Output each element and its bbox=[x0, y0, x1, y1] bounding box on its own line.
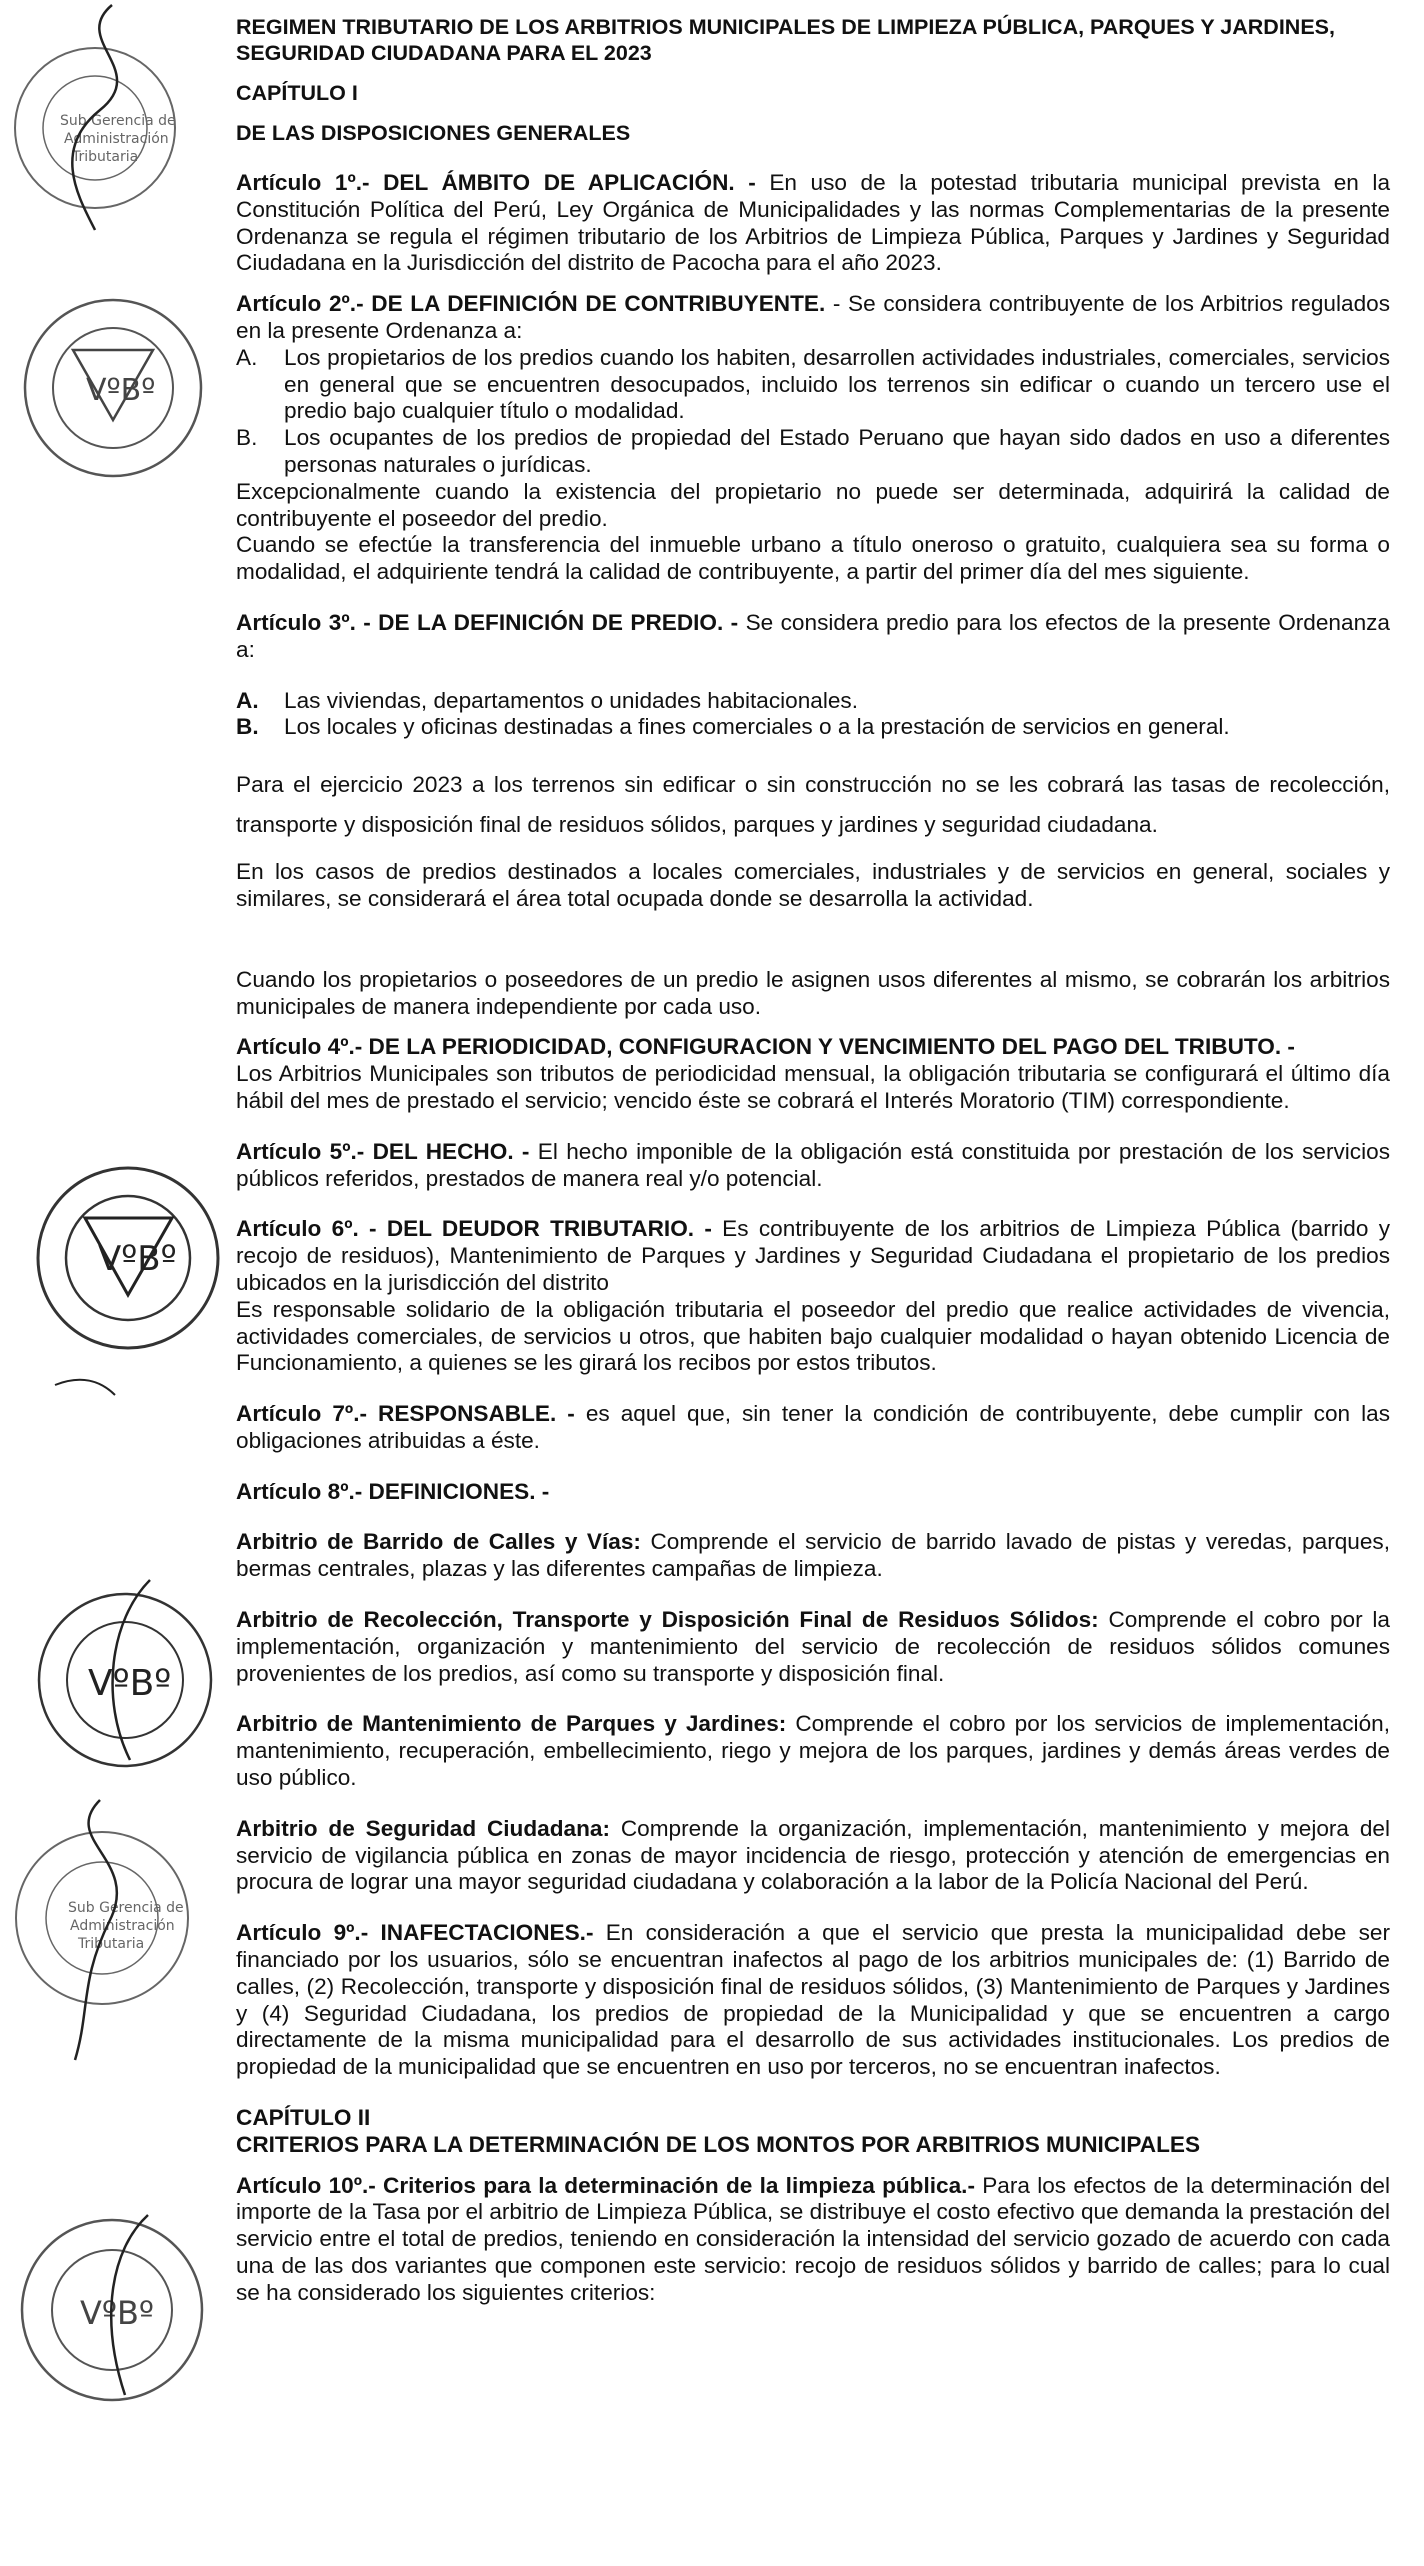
svg-text:Tributaria: Tributaria bbox=[72, 149, 139, 165]
definition-text: Comprende el cobro por la implementación, organización y mantenimiento del servicio de recolección de residuos sólidos comunes provenientes de los predios, así como su transporte y disposición final. bbox=[236, 1607, 1390, 1686]
definition-seguridad bbox=[236, 1816, 1390, 1896]
article-6-text: Es contribuyente de los arbitrios de Limpieza Pública (barrido y recojo de residuos), Mantenimiento de Parques y Jardines y Seguridad Ciudadana el propietario de los predios ubicados en la jurisdicción del distrito bbox=[236, 1216, 1391, 1295]
svg-text:VºBº: VºBº bbox=[80, 2294, 154, 2332]
svg-text:Sub Gerencia de: Sub Gerencia de bbox=[60, 113, 176, 129]
list-letter: B. bbox=[236, 425, 258, 451]
article-1-heading: Artículo 1º.- DEL ÁMBITO DE APLICACIÓN. - bbox=[236, 170, 756, 195]
article-10-text: Para los efectos de la determinación del importe de la Tasa por el arbitrio de Limpieza Pública, se distribuye el costo efectivo que demanda la prestación del servicio entre el total de predios, teniendo en consideración la intensidad del servicio gozado de acuerdo con cada una de las dos variantes que componen este servicio: recojo de residuos sólidos y barrido de calles; para lo cual se ha considerado los siguientes criterios: bbox=[236, 2172, 1390, 2305]
article-7 bbox=[236, 1401, 1390, 1455]
definition-barrido bbox=[236, 1529, 1390, 1583]
article-3-heading: Artículo 3º. - DE LA DEFINICIÓN DE PREDIO. - bbox=[236, 609, 739, 635]
definition-text: Comprende el servicio de barrido lavado de pistas y veredas, parques, bermas centrales, plazas y las diferentes campañas de limpieza. bbox=[236, 1529, 1390, 1582]
article-1 bbox=[236, 170, 1390, 277]
definition-term: Arbitrio de Barrido de Calles y Vías: bbox=[236, 1529, 641, 1555]
document-body bbox=[236, 14, 1390, 2307]
article-5-text: El hecho imponible de la obligación está constituida por prestación de los servicios públicos referidos, prestados de manera real y/o potencial. bbox=[236, 1138, 1390, 1191]
list-letter: B. bbox=[236, 714, 259, 740]
svg-text:VºBº: VºBº bbox=[88, 1663, 172, 1704]
article-3-paragraph-1: Para el ejercicio 2023 a los terrenos sin edificar o sin construcción no se les cobrará las tasas de recolección, transporte y disposición final de residuos sólidos, parques y jardines y seguridad ciudadana. bbox=[236, 772, 1390, 838]
article-10 bbox=[236, 2173, 1390, 2307]
article-5-heading: Artículo 5º.- DEL HECHO. - bbox=[236, 1138, 530, 1164]
stamps-margin bbox=[0, 0, 236, 2566]
stamp-tributaria-2 bbox=[16, 1800, 188, 2060]
definition-term: Arbitrio de Mantenimiento de Parques y Jardines: bbox=[236, 1711, 787, 1737]
article-6-heading: Artículo 6º. - DEL DEUDOR TRIBUTARIO. - bbox=[236, 1216, 712, 1242]
list-letter: A. bbox=[236, 687, 259, 713]
article-2 bbox=[236, 291, 1390, 345]
article-2-heading: Artículo 2º.- DE LA DEFINICIÓN DE CONTRIBUYENTE. bbox=[236, 291, 826, 317]
article-10-heading: Artículo 10º.- Criterios para la determinación de la limpieza pública.- bbox=[236, 2172, 975, 2198]
article-4-text: Los Arbitrios Municipales son tributos de periodicidad mensual, la obligación tributaria se configurará el último día hábil del mes de prestado el servicio; vencido éste se cobrará el Interés Moratorio (TIM) correspondiente. bbox=[236, 1061, 1390, 1113]
chapter1-label: CAPÍTULO I bbox=[236, 81, 358, 105]
article-7-text: es aquel que, sin tener la condición de contribuyente, debe cumplir con las obligaciones atribuidas a éste. bbox=[236, 1401, 1390, 1453]
chapter1-title: DE LAS DISPOSICIONES GENERALES bbox=[236, 121, 631, 145]
article-3-item-a bbox=[236, 688, 1390, 715]
definition-parques bbox=[236, 1711, 1390, 1791]
article-2-paragraph-1: Excepcionalmente cuando la existencia del propietario no puede ser determinada, adquirirá la calidad de contribuyente el poseedor del predio. bbox=[236, 478, 1390, 531]
definition-text: Comprende la organización, implementación, mantenimiento y mejora del servicio de vigilancia pública en zonas de mayor incidencia de riesgo, protección y atención de emergencias en procura de lograr una mayor seguridad ciudadana y colaboración a la labor de la Policía Nacional del Perú. bbox=[236, 1815, 1390, 1895]
stamp-alcaldia bbox=[38, 1168, 218, 1395]
list-text: Las viviendas, departamentos o unidades habitacionales. bbox=[284, 687, 859, 713]
chapter2-label: CAPÍTULO II bbox=[236, 2105, 371, 2131]
article-7-heading: Artículo 7º.- RESPONSABLE. - bbox=[236, 1401, 575, 1427]
definition-term: Arbitrio de Recolección, Transporte y Disposición Final de Residuos Sólidos: bbox=[236, 1607, 1099, 1633]
article-9-heading: Artículo 9º.- INAFECTACIONES.- bbox=[236, 1920, 594, 1946]
chapter2-title: CRITERIOS PARA LA DETERMINACIÓN DE LOS MONTOS POR ARBITRIOS MUNICIPALES bbox=[236, 2131, 1201, 2157]
article-8-heading: Artículo 8º.- DEFINICIONES. - bbox=[236, 1478, 550, 1504]
svg-text:Tributaria: Tributaria bbox=[78, 1936, 145, 1952]
svg-text:VºBº: VºBº bbox=[86, 373, 156, 408]
stamp-tributaria-1 bbox=[15, 5, 176, 230]
list-text: Los propietarios de los predios cuando los habiten, desarrollen actividades industriales, comerciales, servicios en general que se encuentren desocupados, incluido los terrenos sin edificar o cuando un tercero use el predio bajo cualquier título o modalidad. bbox=[284, 344, 1390, 424]
article-3-paragraph-3: Cuando los propietarios o poseedores de un predio le asignen usos diferentes al mismo, se cobrarán los arbitrios municipales de manera independiente por cada uso. bbox=[236, 966, 1390, 1019]
definition-text: Comprende el cobro por los servicios de implementación, mantenimiento, recuperación, embellecimiento, riego y mejora de los parques, jardines y demás áreas verdes de uso público. bbox=[236, 1711, 1390, 1791]
list-letter: A. bbox=[236, 344, 258, 370]
article-2-item-b bbox=[236, 425, 1390, 479]
article-5 bbox=[236, 1139, 1390, 1193]
document-title-line2: SEGURIDAD CIUDADANA PARA EL 2023 bbox=[236, 41, 652, 65]
svg-text:Administración: Administración bbox=[70, 1918, 175, 1934]
stamp-secretaria-1 bbox=[25, 300, 201, 476]
article-6-paragraph-1: Es responsable solidario de la obligación tributaria el poseedor del predio que realice actividades de vivencia, actividades comerciales, de servicios u otros, que habiten bajo cualquier modalidad o hayan obtenido Licencia de Funcionamiento, a quienes se les girará los recibos por estos tributos. bbox=[236, 1296, 1390, 1376]
article-9 bbox=[236, 1920, 1390, 2081]
article-3 bbox=[236, 610, 1390, 664]
article-2-item-a bbox=[236, 345, 1390, 425]
list-text: Los ocupantes de los predios de propiedad del Estado Peruano que hayan sido dados en uso a diferentes personas naturales o jurídicas. bbox=[284, 425, 1390, 477]
article-2-paragraph-2: Cuando se efectúe la transferencia del inmueble urbano a título oneroso o gratuito, cualquiera sea su forma o modalidad, el adquiriente tendrá la calidad de contribuyente, a partir del primer día del mes siguiente. bbox=[236, 532, 1390, 585]
definition-term: Arbitrio de Seguridad Ciudadana: bbox=[236, 1815, 610, 1841]
document-title-line1: REGIMEN TRIBUTARIO DE LOS ARBITRIOS MUNICIPALES DE LIMPIEZA PÚBLICA, PARQUES Y JARDINES, bbox=[236, 15, 1335, 39]
article-3-item-b bbox=[236, 714, 1390, 741]
article-1-text: En uso de la potestad tributaria municipal prevista en la Constitución Política del Perú, Ley Orgánica de Municipalidades y las normas Complementarias de la presente Ordenanza se regula el régimen tributario de los Arbitrios de Limpieza Pública, Parques y Jardines y Seguridad Ciudadana en la Jurisdicción del distrito de Pacocha para el año 2023. bbox=[236, 170, 1391, 276]
stamp-secretaria-2 bbox=[22, 2215, 202, 2400]
stamp-asesoria-juridica bbox=[39, 1580, 211, 1766]
article-2-text: - Se considera contribuyente de los Arbitrios regulados en la presente Ordenanza a: bbox=[236, 291, 1390, 343]
svg-text:Sub Gerencia de: Sub Gerencia de bbox=[68, 1900, 184, 1916]
svg-text:Administración: Administración bbox=[64, 131, 169, 147]
article-4-heading: Artículo 4º.- DE LA PERIODICIDAD, CONFIGURACION Y VENCIMIENTO DEL PAGO DEL TRIBUTO. - bbox=[236, 1034, 1295, 1060]
article-3-paragraph-2: En los casos de predios destinados a locales comerciales, industriales y de servicios en general, sociales y similares, se considerará el área total ocupada donde se desarrolla la actividad. bbox=[236, 859, 1390, 911]
article-9-text: En consideración a que el servicio que presta la municipalidad debe ser financiado por los usuarios, sólo se encuentran inafectos al pago de los arbitrios municipales de: (1) Barrido de calles, (2) Recolección, transporte y disposición final de residuos sólidos, (3) Mantenimiento de Parques y Jardines y (4) Seguridad Ciudadana, los predios de propiedad de la Municipalidad y que se encuentren a cargo directamente de la misma municipalidad para el desarrollo de sus actividades institucionales. Los predios de propiedad de la municipalidad que se encuentren en uso por terceros, no se encuentran inafectos. bbox=[236, 1920, 1390, 2080]
svg-text:VºBº: VºBº bbox=[98, 1239, 177, 1279]
article-3-text: Se considera predio para los efectos de la presente Ordenanza a: bbox=[236, 609, 1390, 662]
definition-recoleccion bbox=[236, 1607, 1390, 1687]
article-6 bbox=[236, 1216, 1390, 1296]
list-text: Los locales y oficinas destinadas a fines comerciales o a la prestación de servicios en general. bbox=[284, 714, 1230, 740]
